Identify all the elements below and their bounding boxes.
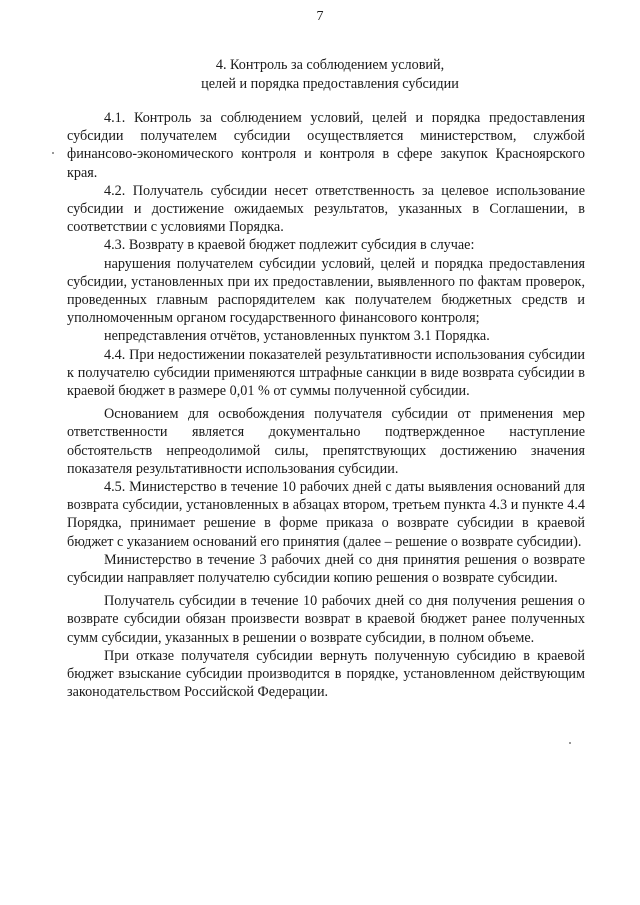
scan-speck xyxy=(569,742,571,744)
paragraph-4-3-reports: непредставления отчётов, установленных пунктом 3.1 Порядка. xyxy=(104,328,490,345)
scan-speck xyxy=(52,152,54,154)
paragraph-4-1: 4.1. Контроль за соблюдением условий, целей и порядка предоставления субсидии получателем субсидии осуществляется министерством, службой финансово-экономического контроля и контроля в сфере закупок Красноярского края. xyxy=(67,110,585,181)
paragraph-4-3: 4.3. Возврату в краевой бюджет подлежит субсидия в случае: xyxy=(104,237,475,254)
section-heading-line-1: 4. Контроль за соблюдением условий, xyxy=(215,57,445,73)
document-body xyxy=(67,109,585,702)
section-heading xyxy=(80,56,580,94)
page-number: 7 xyxy=(316,9,324,24)
paragraph-4-4-exemption: Основанием для освобождения получателя субсидии от применения мер ответственности является документально подтвержденное наступление обстоятельств непреодолимой силы, препятствующих достижению значения показателя результативности использования субсидии. xyxy=(67,406,585,477)
paragraph-4-5: 4.5. Министерство в течение 10 рабочих дней с даты выявления оснований для возврата субсидии, установленных в абзацах втором, третьем пункта 4.3 и пункте 4.4 Порядка, принимает решение в форме приказа о возврате субсидии в краевой бюджет с указанием оснований его принятия (далее – решение о возврате субсидии). xyxy=(67,479,585,550)
paragraph-4-5-recovery: При отказе получателя субсидии вернуть полученную субсидию в краевой бюджет взыскание субсидии производится в порядке, установленном действующим законодательством Российской Федерации. xyxy=(67,647,585,701)
section-heading-line-2: целей и порядка предоставления субсидии xyxy=(201,76,459,92)
paragraph-4-5-refund: Получатель субсидии в течение 10 рабочих дней со дня получения решения о возврате субсидии обязан произвести возврат в краевой бюджет ранее полученных сумм субсидии, указанных в решении о возврате субсидии, в полном объеме. xyxy=(67,593,585,646)
paragraph-4-3-violation: нарушения получателем субсидии условий, целей и порядка предоставления субсидии, установленных при их предоставлении, выявленного по фактам проверок, проведенных главным распорядителем как получателем бюджетных средств и уполномоченным органом государственного финансового контроля; xyxy=(67,255,585,327)
paragraph-4-4: 4.4. При недостижении показателей результативности использования субсидии к получателю субсидии применяются штрафные санкции в виде возврата субсидии в краевой бюджет в размере 0,01 % от суммы полученной субсидии. xyxy=(67,346,585,400)
paragraph-4-2: 4.2. Получатель субсидии несет ответственность за целевое использование субсидии и достижение ожидаемых результатов, указанных в Соглашении, в соответствии с условиями Порядка. xyxy=(67,182,585,236)
paragraph-4-5-notice: Министерство в течение 3 рабочих дней со дня принятия решения о возврате субсидии направляет получателю субсидии копию решения о возврате субсидии. xyxy=(67,551,585,587)
